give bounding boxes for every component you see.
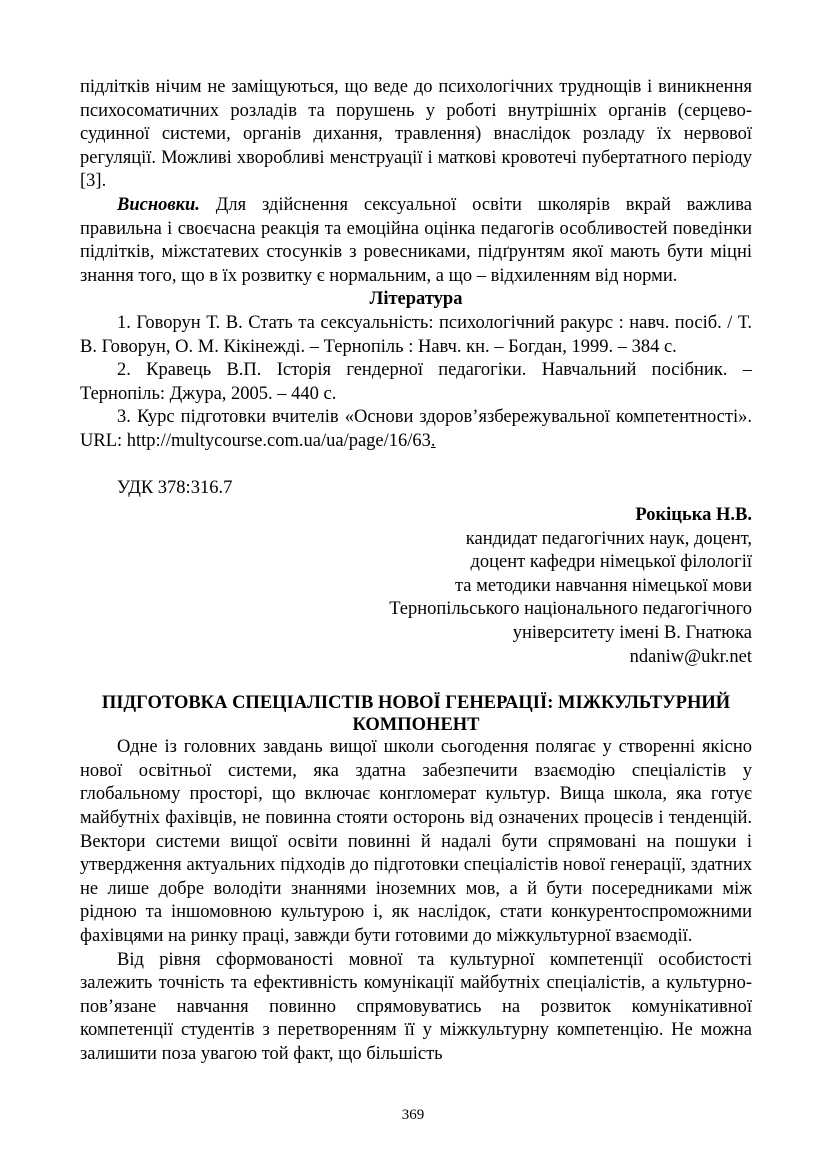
article-title-line-2: КОМПОНЕНТ (352, 714, 480, 735)
author-block (80, 504, 752, 669)
literature-heading: Література (369, 289, 463, 310)
page-number: 369 (401, 1107, 425, 1123)
conclusion-label: Висновки. (117, 194, 200, 215)
article-paragraph-1: Одне із головних завдань вищої школи сьогодення полягає у створенні якісно нової освітньої системи, яка здатна забезпечити взаємодію спеціалістів у глобальному просторі, що включає конгломерат культур. Вища школа, яка готує майбутніх фахівців, не повинна стояти осторонь від означених процесів і тенденцій. Вектори системи вищої освіти повинні й надалі бути спрямовані на пошуки і утвердження актуальних підходів до підготовки спеціалістів нової генерації, здатних не лише добре володіти знаннями іноземних мов, а й бути посередниками між рідною та іншомовною культурою і, як наслідок, стати конкурентоспроможними фахівцями на ринку праці, завжди бути готовими до міжкультурної взаємодії. (80, 737, 752, 946)
author-line-1: кандидат педагогічних наук, доцент, (465, 528, 752, 549)
document-page (80, 76, 752, 1067)
author-name: Рокіцька Н.В. (635, 505, 752, 526)
author-email: ndaniw@ukr.net (629, 646, 752, 667)
author-line-5: університету імені В. Гнатюка (512, 623, 752, 644)
udk-code: УДК 378:316.7 (117, 477, 233, 498)
article-paragraph-2: Від рівня сформованості мовної та культурної компетенції особистості залежить точність та ефективність комунікації майбутніх спеціалістів, а культурно-пов’язане навчання повинно спрямовуватись на розвиток комунікативної компетенції студентів з перетворенням її у міжкультурну компетенцію. Не можна залишити поза увагою той факт, що більшість (80, 949, 752, 1064)
article-title (80, 693, 752, 736)
literature-item-1: 1. Говорун Т. В. Стать та сексуальність: психологічний ракурс : навч. посіб. / Т. В. Говорун, О. М. Кікінежді. – Тернопіль : Навч. кн. – Богдан, 1999. – 384 с. (80, 312, 752, 357)
literature-item-3-end: . (430, 430, 436, 451)
intro-paragraph: підлітків нічим не заміщуються, що веде до психологічних труднощів і виникнення психосоматичних розладів та порушень у роботі внутрішніх органів (серцево-судинної системи, органів дихання, травлення) внаслідок розладу їх нервової регуляції. Можливі хворобливі менструації і маткові кровотечі пубертатного періоду [3]. (80, 77, 752, 192)
literature-item-3-text: 3. Курс підготовки вчителів «Основи здоров’язбережувальної компетентності». URL: http://multycourse.com.ua/ua/page/16/63 (80, 407, 752, 451)
literature-item-3 (80, 406, 752, 453)
conclusion-text: Для здійснення сексуальної освіти школярів вкрай важлива правильна і своєчасна реакція та емоційна оцінка педагогів особливостей поведінки підлітків, міжстатевих стосунків з ровесниками, підґрунтям якої мають бути міцні знання того, що в їх розвитку є нормальним, а що – відхиленням від норми. (80, 194, 752, 286)
author-line-2: доцент кафедри німецької філології (470, 552, 752, 573)
author-line-4: Тернопільського національного педагогічного (389, 599, 752, 620)
article-title-line-1: ПІДГОТОВКА СПЕЦІАЛІСТІВ НОВОЇ ГЕНЕРАЦІЇ: МІЖКУЛЬТУРНИЙ (101, 693, 731, 714)
literature-item-2: 2. Кравець В.П. Історія гендерної педагогіки. Навчальний посібник. – Тернопіль: Джура, 2005. – 440 с. (80, 360, 752, 404)
conclusion-paragraph (80, 194, 752, 288)
author-line-3: та методики навчання німецької мови (455, 575, 752, 596)
